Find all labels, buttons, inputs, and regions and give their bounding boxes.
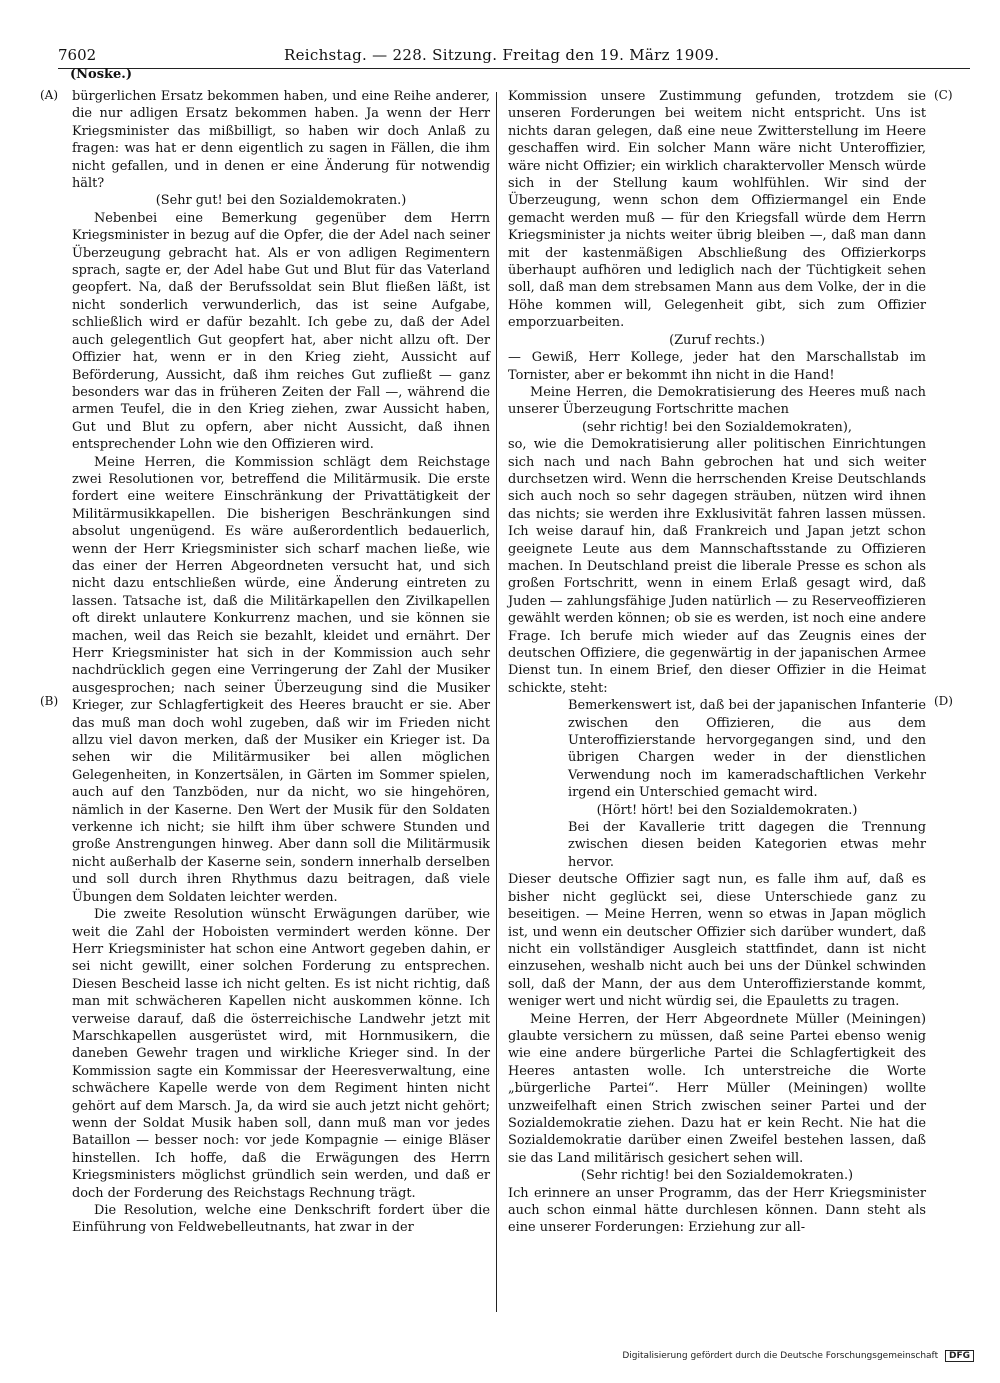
running-title: Reichstag. — 228. Sitzung. Freitag den 19. März 1909. [284, 46, 720, 64]
dfg-logo: DFG [945, 1350, 974, 1362]
margin-marker-c: (C) [934, 88, 953, 102]
column-divider [496, 92, 497, 1312]
paragraph: Die zweite Resolution wünscht Erwägungen darüber, wie weit die Zahl der Hoboisten vermindert werden könne. Der Herr Kriegsminister hat schon eine Antwort gegeben dahin, er sei nicht gewillt, einer solchen Forderung zu entsprechen. Diesen Bescheid lasse ich nicht gelten. Es ist nicht richtig, daß man mit schwächeren Kapellen nicht auskommen könne. Ich verweise darauf, daß die österreichische Landwehr jetzt mit Marschkapellen ausgerüstet wird, mit Hornmusikern, die daneben Gewehr tragen und wirkliche Krieger sind. In der Kommission sagte ein Kommissar der Heeresverwaltung, eine schwächere Kapelle werde von dem Regiment hinten nicht gehört auf dem Marsch. Ja, da wird sie auch jetzt nicht gehört; wenn der Soldat Musik haben soll, dann muß man vor jedes Bataillon — besser noch: vor jede Kompagnie — einige Bläser hinstellen. Ich hoffe, daß die Erwägungen des Herrn Kriegsministers möglichst gründlich sein werden, und daß er doch der Forderung des Reichstags Rechnung trägt. [72, 907, 490, 1201]
margin-marker-a: (A) [40, 88, 59, 102]
quoted-passage: Bemerkenswert ist, daß bei der japanischen Infanterie zwischen den Offizieren, die aus dem Unteroffizierstande hervorgegangen sind, und den übrigen Chargen weder in der dienstlichen Verwendung noch im kameradschaftlichen Verkehr irgend ein Unterschied gemacht wird. [568, 698, 926, 801]
paragraph: Die Resolution, welche eine Denkschrift fordert über die Einführung von Feldwebelleutnants, hat zwar in der [72, 1203, 490, 1236]
paragraph: bürgerlichen Ersatz bekommen haben, und eine Reihe anderer, die nur adligen Ersatz bekommen haben. Ja wenn der Herr Kriegsminister das mißbilligt, so haben wir doch Anlaß zu fragen: was hat er denn eigentlich zu sagen in Fällen, die ihm nicht gefallen, und in denen er eine Änderung für notwendig hält? [72, 89, 490, 192]
margin-marker-d: (D) [934, 694, 953, 708]
interjection: (Sehr gut! bei den Sozialdemokraten.) [155, 193, 407, 209]
paragraph: Meine Herren, die Kommission schlägt dem Reichstage zwei Resolutionen vor, betreffend die Militärmusik. Die erste fordert eine weitere Einschränkung der Privattätigkeit der Militärmusikkapellen. Die bisherigen Beschränkungen sind absolut ungenügend. Es wäre außerordentlich bedauerlich, wenn der Herr Kriegsminister sich scharf machen ließe, wie das einer der Herren Abgeordneten versucht hat, und sich nicht dazu entschließen würde, eine Änderung eintreten zu lassen. Tatsache ist, daß die Militärkapellen den Zivilkapellen oft direkt unlautere Konkurrenz machen, und sie können sie machen, weil das Reich sie bezahlt, kleidet und ernährt. Der Herr Kriegsminister hat sich in der Kommission auch sehr nachdrücklich gegen eine Verringerung der Zahl der Musiker ausgesprochen; nach seiner Überzeugung sind die Musiker Krieger, zur Schlagfertigkeit des Heeres braucht er sie. Aber das muß man doch wohl zugeben, daß wir im Frieden nicht allzu viel davon merken, daß der Musiker ein Krieger ist. Da sehen wir die Militärmusiker bei allen möglichen Gelegenheiten, in Konzertsälen, in Gärten im Sommer spielen, auch auf den Tanzböden, nur da nicht, wo sie hingehören, nämlich in der Kaserne. Den Wert der Musik für den Soldaten verkenne ich nicht; sie hilft ihm über schwere Stunden und große Anstrengungen hinweg. Aber dann soll die Militärmusik nicht außerhalb der Kaserne sein, sondern innerhalb derselben und soll durch ihren Rhythmus dazu beitragen, daß viele Übungen dem Soldaten leichter werden. [72, 454, 490, 905]
margin-marker-b: (B) [40, 694, 59, 708]
header-rule [58, 68, 970, 69]
paragraph: Ich erinnere an unser Programm, das der Herr Kriegsminister auch schon einmal hätte durchlesen können. Dann steht als eine unserer Forderungen: Erziehung zur all- [508, 1185, 926, 1236]
paragraph: Meine Herren, die Demokratisierung des Heeres muß nach unserer Überzeugung Fortschritte machen [508, 384, 926, 418]
paragraph: Dieser deutsche Offizier sagt nun, es falle ihm auf, daß es bisher nicht geglückt sei, diese Unterschiede ganz zu beseitigen. — Meine Herren, wenn so etwas in Japan möglich ist, und wenn ein deutscher Offizier sich darüber wundert, daß nicht ein vollständiger Ausgleich stattfindet, dann ist nicht einzusehen, weshalb nicht auch bei uns der Dünkel schwinden soll, daß der Mann, der aus dem Unteroffizierstande kommt, weniger wert und nicht würdig sei, die Epauletts zu tragen. [508, 872, 926, 1010]
interjection: (sehr richtig! bei den Sozialdemokraten), [582, 419, 852, 435]
running-header [58, 46, 970, 68]
interjection: (Zuruf rechts.) [669, 332, 765, 348]
speaker-name: (Noske.) [70, 67, 132, 82]
quoted-passage: Bei der Kavallerie tritt dagegen die Trennung zwischen diesen beiden Kategorien etwas mehr hervor. [568, 820, 926, 870]
paragraph: Meine Herren, der Herr Abgeordnete Müller (Meiningen) glaubte versichern zu müssen, daß seine Partei ebenso wenig wie eine andere bürgerliche Partei die Schlagfertigkeit des Heeres antasten wolle. Ich unterstreiche die Worte „bürgerliche Partei“. Herr Müller (Meiningen) wollte unzweifelhaft einen Strich zwischen seiner Partei und der Sozialdemokratie ziehen. Dazu hat er kein Recht. Nie hat die Sozialdemokratie darüber einen Zweifel bestehen lassen, daß sie das Land militärisch gesichert sehen will. [508, 1011, 926, 1166]
footer-text: Digitalisierung gefördert durch die Deutsche Forschungsgemeinschaft [622, 1351, 939, 1361]
paragraph: Nebenbei eine Bemerkung gegenüber dem Herrn Kriegsminister in bezug auf die Opfer, die der Adel nach seiner Überzeugung gebracht hat. Als er von adligen Regimentern sprach, sagte er, der Adel habe Gut und Blut für das Vaterland geopfert. Na, daß der Berufssoldat sein Blut fließen läßt, ist nicht sonderlich verwunderlich, das ist seine Aufgabe, schließlich wird er dafür bezahlt. Ich gebe zu, daß der Adel auch gelegentlich Gut geopfert hat, aber nicht allzu oft. Der Offizier hat, wenn er in den Krieg zieht, Aussicht auf Beförderung, Aussicht, daß ihm reiches Gut zufließt — ganz besonders war das in früheren Zeiten der Fall —, während die armen Teufel, die in den Krieg ziehen, zwar Aussicht haben, Gut und Blut zu opfern, aber nicht Aussicht, daß ihnen entsprechender Lohn wie den Offizieren wird. [72, 210, 490, 453]
page-number: 7602 [58, 46, 97, 64]
right-column [508, 88, 926, 1237]
interjection: (Hört! hört! bei den Sozialdemokraten.) [596, 802, 858, 818]
interjection: (Sehr richtig! bei den Sozialdemokraten.) [580, 1168, 854, 1184]
footer-credit [622, 1350, 974, 1362]
left-column [72, 88, 490, 1237]
paragraph: Kommission unsere Zustimmung gefunden, trotzdem sie unseren Forderungen bei weitem nicht entspricht. Uns ist nichts daran gelegen, daß eine neue Zwitterstellung im Heere geschaffen wird. Ein solcher Mann wäre nicht Unteroffizier, wäre nicht Offizier; ein wirklich charaktervoller Mensch würde sich in der Stellung kaum wohlfühlen. Wir sind der Überzeugung, wenn schon dem Offiziermangel ein Ende gemacht werden muß — für den Kriegsfall würde dem Herrn Kriegsminister ja nichts weiter übrig bleiben —, daß man dann mit der kastenmäßigen Abschließung des Offizierkorps überhaupt aufhören und lediglich nach der Tüchtigkeit sehen soll, daß man dem strebsamen Mann aus dem Volke, der in die Höhe kommen will, Gelegenheit gibt, sich zum Offizier emporzuarbeiten. [508, 89, 926, 331]
paragraph: so, wie die Demokratisierung aller politischen Einrichtungen sich nach und nach Bahn gebrochen hat und sich weiter durchsetzen wird. Wenn die herrschenden Kreise Deutschlands sich auch noch so sehr dagegen sträuben, nützen wird ihnen das nichts; sie werden ihre Exklusivität fahren lassen müssen. Ich weise darauf hin, daß Frankreich und Japan jetzt schon geeignete Leute aus dem Mannschaftsstande zu Offizieren machen. In Deutschland preist die liberale Presse es schon als großen Fortschritt, wenn in einem Erlaß gesagt wird, daß Juden — zahlungsfähige Juden natürlich — zu Reserveoffizieren gewählt werden können; ob sie es werden, ist noch eine andere Frage. Ich berufe mich wieder auf das Zeugnis eines der deutschen Offiziere, die gegenwärtig in der japanischen Armee Dienst tun. In einem Brief, den dieser Offizier in die Heimat schickte, steht: [508, 437, 926, 696]
paragraph: — Gewiß, Herr Kollege, jeder hat den Marschallstab im Tornister, aber er bekommt ihn nicht in die Hand! [508, 350, 926, 383]
